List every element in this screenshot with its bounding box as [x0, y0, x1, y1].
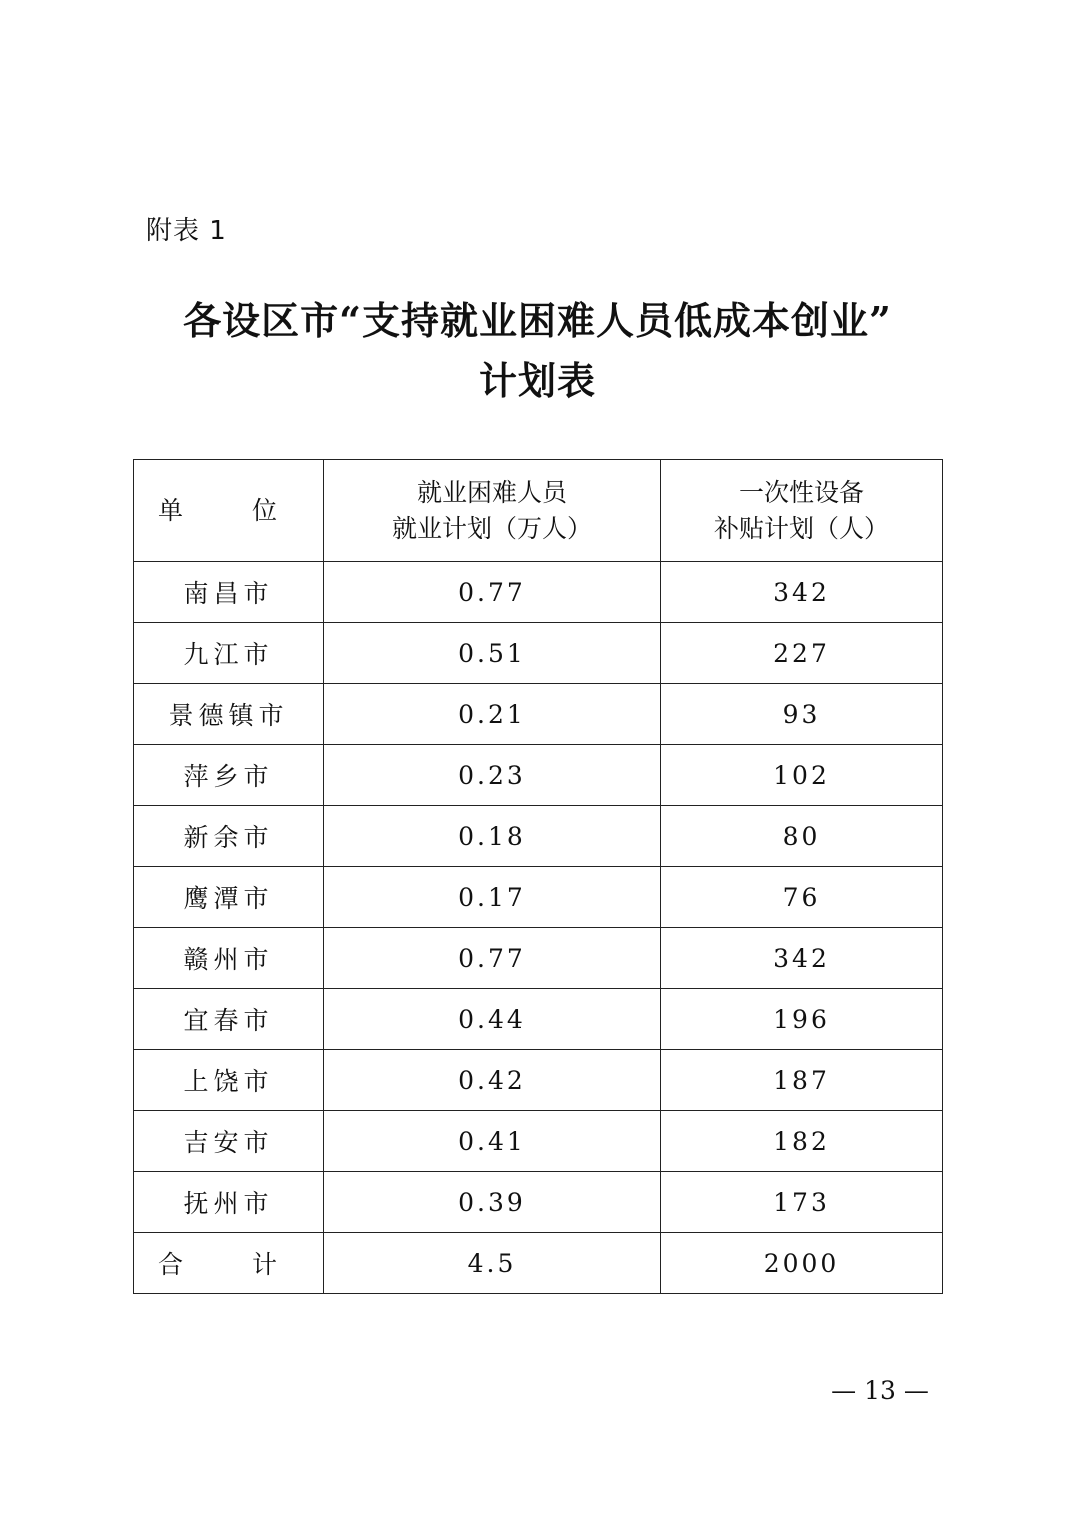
total-subsidy-cell: 2000	[661, 1233, 943, 1294]
table-row	[134, 623, 943, 684]
header-employment-plan-line2: 就业计划（万人）	[391, 513, 592, 543]
plan-cell: 0.77	[324, 562, 661, 623]
unit-cell: 景德镇市	[134, 684, 324, 745]
table-row	[134, 1050, 943, 1111]
header-equipment-subsidy-line2: 补贴计划（人）	[713, 513, 889, 543]
plan-cell: 0.18	[324, 806, 661, 867]
table-row	[134, 989, 943, 1050]
header-employment-plan	[324, 460, 661, 562]
attachment-label: 附表 1	[146, 216, 227, 246]
document-title-line2: 计划表	[478, 358, 596, 403]
unit-cell: 南昌市	[134, 562, 324, 623]
table-row	[134, 867, 943, 928]
table-row	[134, 1111, 943, 1172]
page-number: — 13 —	[831, 1376, 929, 1405]
unit-cell: 鹰潭市	[134, 867, 324, 928]
subsidy-cell: 173	[661, 1172, 943, 1233]
header-equipment-subsidy	[661, 460, 943, 562]
total-unit-cell	[134, 1233, 324, 1294]
plan-cell: 0.77	[324, 928, 661, 989]
total-label: 合 计	[157, 1250, 299, 1279]
subsidy-cell: 187	[661, 1050, 943, 1111]
plan-cell: 0.41	[324, 1111, 661, 1172]
subsidy-cell: 182	[661, 1111, 943, 1172]
subsidy-cell: 196	[661, 989, 943, 1050]
header-unit-label: 单 位	[157, 495, 299, 525]
document-title-line1: 各设区市“支持就业困难人员低成本创业”	[183, 298, 892, 343]
plan-cell: 0.23	[324, 745, 661, 806]
subsidy-cell: 80	[661, 806, 943, 867]
subsidy-cell: 227	[661, 623, 943, 684]
table-row	[134, 745, 943, 806]
unit-cell: 萍乡市	[134, 745, 324, 806]
header-equipment-subsidy-line1: 一次性设备	[738, 477, 864, 507]
unit-cell: 新余市	[134, 806, 324, 867]
subsidy-cell: 93	[661, 684, 943, 745]
unit-cell: 上饶市	[134, 1050, 324, 1111]
total-plan-cell: 4.5	[324, 1233, 661, 1294]
table-row	[134, 684, 943, 745]
unit-cell: 吉安市	[134, 1111, 324, 1172]
table-row	[134, 562, 943, 623]
subsidy-cell: 342	[661, 928, 943, 989]
unit-cell: 抚州市	[134, 1172, 324, 1233]
header-employment-plan-line1: 就业困难人员	[416, 477, 567, 507]
table-row	[134, 1172, 943, 1233]
subsidy-cell: 102	[661, 745, 943, 806]
subsidy-cell: 76	[661, 867, 943, 928]
plan-cell: 0.39	[324, 1172, 661, 1233]
plan-cell: 0.44	[324, 989, 661, 1050]
plan-cell: 0.42	[324, 1050, 661, 1111]
plan-cell: 0.21	[324, 684, 661, 745]
plan-cell: 0.51	[324, 623, 661, 684]
plan-cell: 0.17	[324, 867, 661, 928]
plan-table	[133, 459, 943, 1294]
table-row	[134, 928, 943, 989]
table-row	[134, 806, 943, 867]
unit-cell: 赣州市	[134, 928, 324, 989]
unit-cell: 九江市	[134, 623, 324, 684]
header-unit	[134, 460, 324, 562]
table-total-row	[134, 1233, 943, 1294]
unit-cell: 宜春市	[134, 989, 324, 1050]
subsidy-cell: 342	[661, 562, 943, 623]
table-header-row	[134, 460, 943, 562]
